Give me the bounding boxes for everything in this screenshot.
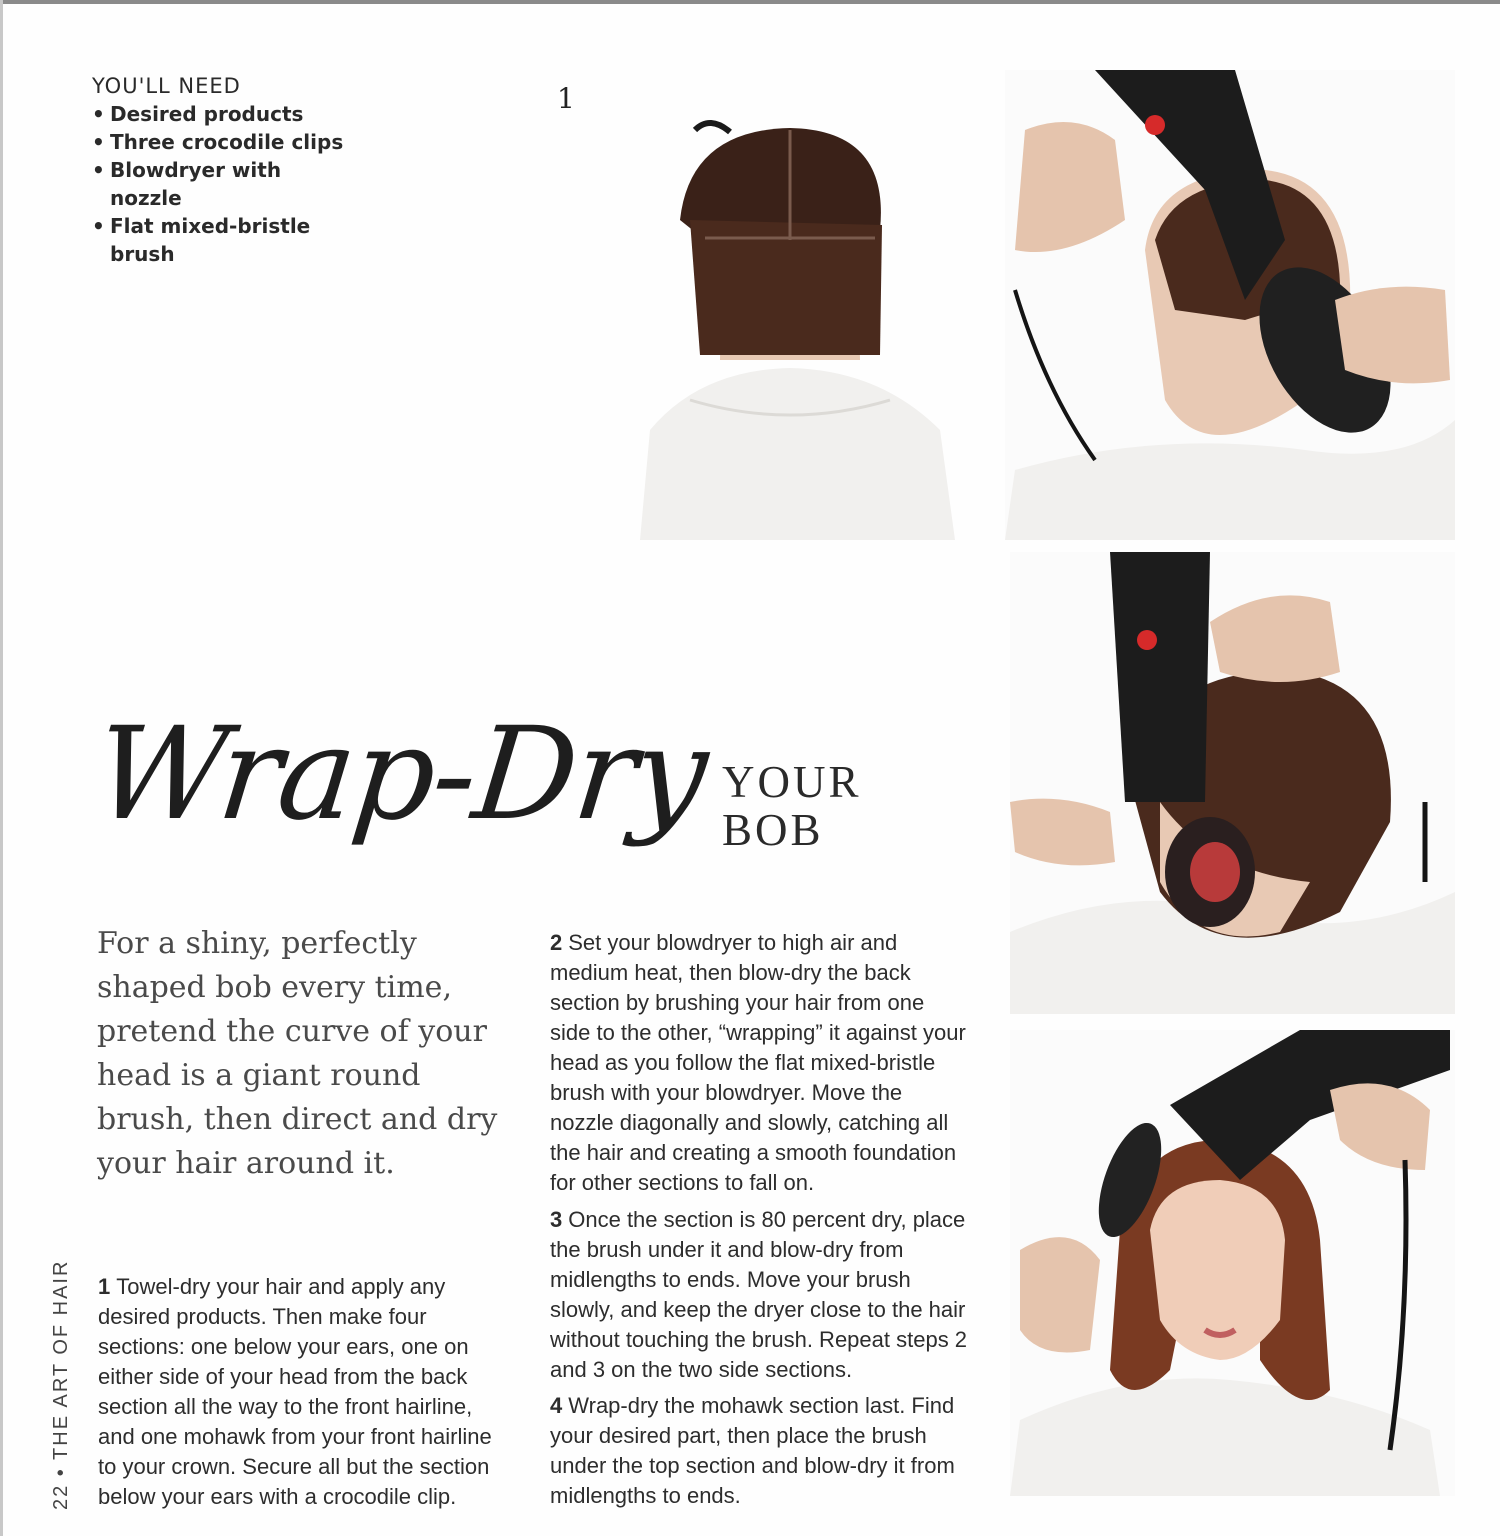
step-4 [550,1391,970,1511]
photo-step-1 [610,100,970,540]
step-1 [98,1272,508,1512]
photo-number-1: 1 [557,82,575,115]
gutter-line [0,0,3,1536]
step-2 [550,928,970,1198]
step-number: 1 [98,1274,111,1299]
supply-item: • Flat mixed-bristle brush [92,212,352,268]
step-3 [550,1205,970,1385]
title-subtitle [722,758,862,854]
supplies-title: YOU'LL NEED [92,74,241,98]
page-folio [50,1260,73,1510]
intro-paragraph: For a shiny, perfectly shaped bob every time, pretend the curve of your head is a giant round brush, then direct and dry your hair around it. [97,926,498,1181]
step-text: Set your blowdryer to high air and medium heat, then blow-dry the back section by brushing your hair from one side to the other, “wrapping” it against your head as you follow the flat mixed-bristle brush with your blowdryer. Move the nozzle diagonally and slowly, catching all the hair and creating a smooth foundation for other sections to fall on. [550,930,966,1195]
top-border [0,0,1500,4]
folio-bullet: • [50,1467,72,1477]
supply-item: • Three crocodile clips [92,128,352,156]
step-number: 3 [550,1207,563,1232]
title-subtitle-line1: YOUR [722,757,862,807]
title-script: Wrap-Dry [88,700,713,849]
title-subtitle-line2: BOB [722,805,824,855]
step-text: Wrap-dry the mohawk section last. Find your desired part, then place the brush under the top section and blow-dry it from midlengths to ends. [550,1393,955,1508]
page-number: 22 [50,1483,72,1510]
supplies-list [92,74,352,268]
photo-step-3 [1010,552,1455,1014]
photo-step-4 [1010,1030,1455,1496]
supply-item: • Blowdryer with nozzle [92,156,352,212]
book-title: THE ART OF HAIR [50,1259,72,1460]
photo-step-2 [1005,70,1455,540]
supply-item: • Desired products [92,100,352,128]
step-number: 2 [550,930,563,955]
step-text: Once the section is 80 percent dry, place the brush under it and blow-dry from midlengths to ends. Move your brush slowly, and keep the dryer close to the hair without touching the brush. Repeat steps 2 and 3 on the two side sections. [550,1207,968,1382]
step-text: Towel-dry your hair and apply any desired products. Then make four sections: one below your ears, one on either side of your head from the back section all the way to the front hairline, and one mohawk from your front hairline to your crown. Secure all but the section below your ears with a crocodile clip. [98,1274,492,1509]
step-number: 4 [550,1393,563,1418]
